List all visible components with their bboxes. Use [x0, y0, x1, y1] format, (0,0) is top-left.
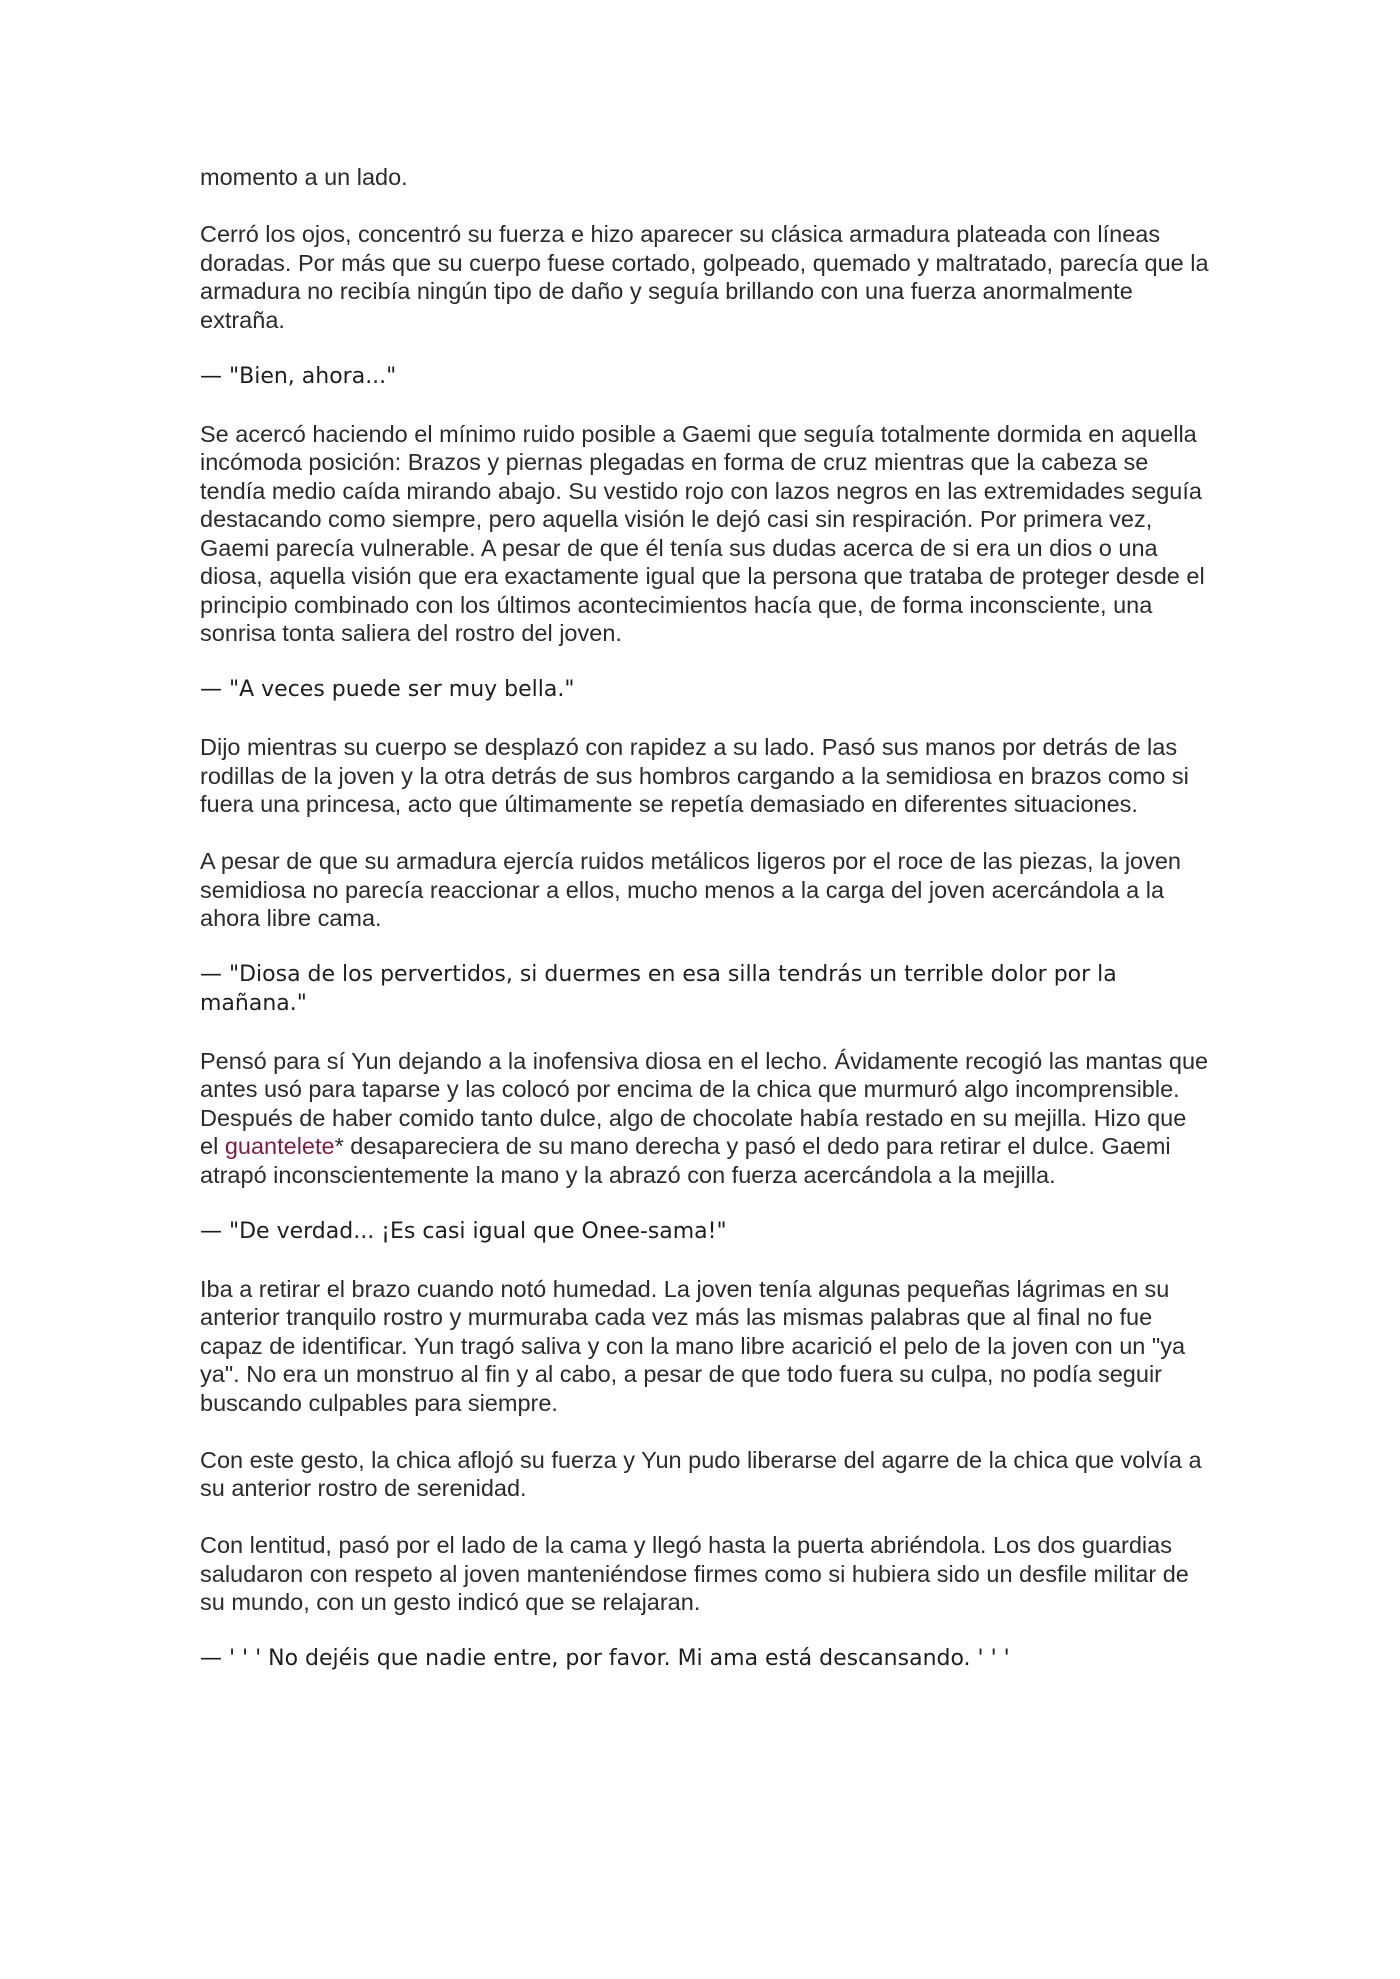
paragraph: Iba a retirar el brazo cuando notó humedad. La joven tenía algunas pequeñas lágrimas en su anterior tranquilo rostro y murmuraba cada vez más las mismas palabras que al final no fue capaz de identificar. Yun tragó saliva y con la mano libre acarició el pelo de la joven con un "ya ya". No era un monstruo al fin y al cabo, a pesar de que todo fuera su culpa, no podía seguir buscando culpables para siempre.: [200, 1275, 1186, 1416]
paragraph: Dijo mientras su cuerpo se desplazó con rapidez a su lado. Pasó sus manos por detrás de las rodillas de la joven y la otra detrás de sus hombros cargando a la semidiosa en brazos como si fuera una princesa, acto que últimamente se repetía demasiado en diferentes situaciones.: [200, 734, 1189, 817]
paragraph-text-after-link: * desapareciera de su mano derecha y pasó el dedo para retirar el dulce. Gaemi atrapó inconscientemente la mano y la abrazó con fuerza acercándola a la mejilla.: [200, 1133, 1171, 1188]
document-page: [200, 163, 1210, 1702]
paragraph-with-link: [200, 1047, 1210, 1190]
paragraph: Con lentitud, pasó por el lado de la cama y llegó hasta la puerta abriéndola. Los dos guardias saludaron con respeto al joven manteniéndose firmes como si hubiera sido un desfile militar de su mundo, con un gesto indicó que se relajaran.: [200, 1532, 1189, 1615]
paragraph: Con este gesto, la chica aflojó su fuerza y Yun pudo liberarse del agarre de la chica que volvía a su anterior rostro de serenidad.: [200, 1446, 1202, 1501]
dialogue-line: — "Bien, ahora...": [200, 363, 397, 389]
paragraph: Se acercó haciendo el mínimo ruido posible a Gaemi que seguía totalmente dormida en aquella incómoda posición: Brazos y piernas plegadas en forma de cruz mientras que la cabeza se tendía medio caída mirando abajo. Su vestido rojo con lazos negros en las extremidades seguía destacando como siempre, pero aquella visión le dejó casi sin respiración. Por primera vez, Gaemi parecía vulnerable. A pesar de que él tenía sus dudas acerca de si era un dios o una diosa, aquella visión que era exactamente igual que la persona que trataba de proteger desde el principio combinado con los últimos acontecimientos hacía que, de forma inconsciente, una sonrisa tonta saliera del rostro del joven.: [200, 420, 1205, 646]
paragraph: A pesar de que su armadura ejercía ruidos metálicos ligeros por el roce de las piezas, la joven semidiosa no parecía reaccionar a ellos, mucho menos a la carga del joven acercándola a la ahora libre cama.: [200, 848, 1181, 931]
guantelete-link[interactable]: guantelete: [224, 1133, 335, 1159]
paragraph-text-before-link: Pensó para sí Yun dejando a la inofensiva diosa en el lecho. Ávidamente recogió las mantas que antes usó para taparse y las colocó por encima de la chica que murmuró algo incomprensible. Después de haber comido tanto dulce, algo de chocolate había restado en su mejilla. Hizo que el: [200, 1047, 1209, 1159]
paragraph: momento a un lado.: [200, 164, 408, 190]
paragraph: Cerró los ojos, concentró su fuerza e hizo aparecer su clásica armadura plateada con líneas doradas. Por más que su cuerpo fuese cortado, golpeado, quemado y maltratado, parecía que la armadura no recibía ningún tipo de daño y seguía brillando con una fuerza anormalmente extraña.: [200, 221, 1209, 333]
dialogue-line: — "De verdad... ¡Es casi igual que Onee-sama!": [200, 1218, 727, 1244]
dialogue-line: — "Diosa de los pervertidos, si duermes en esa silla tendrás un terrible dolor por la mañana.": [200, 962, 1117, 1016]
dialogue-line: — "A veces puede ser muy bella.": [200, 677, 575, 702]
dialogue-line: — ' ' ' No dejéis que nadie entre, por favor. Mi ama está descansando. ' ' ': [200, 1646, 1010, 1671]
